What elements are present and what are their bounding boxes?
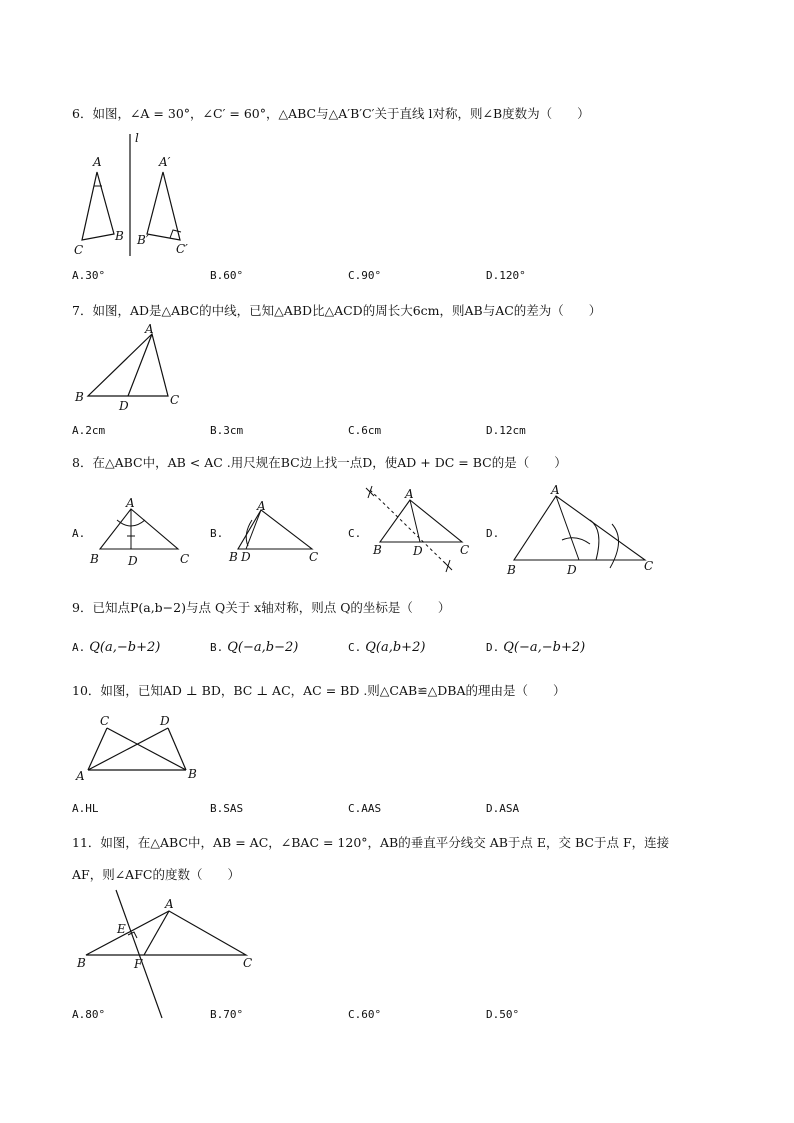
q10-label-A: A bbox=[76, 769, 85, 783]
q6-text: 6．如图，∠A = 30°，∠C′ = 60°，△ABC与△A′B′C′关于直线 l对称，则∠B度数为（ ） bbox=[72, 106, 590, 121]
q8-option-c[interactable]: C. bbox=[348, 527, 362, 540]
q11-option-d[interactable]: D.50° bbox=[486, 1008, 520, 1021]
q7-text: 7．如图，AD是△ABC的中线，已知△ABD比△ACD的周长大6cm，则AB与AC的差为（ ） bbox=[72, 303, 602, 318]
q6-label-B: B bbox=[115, 229, 124, 243]
q9-option-d[interactable]: D. Q(−a,−b+2) bbox=[486, 640, 586, 655]
q8d-label-A: A bbox=[551, 483, 560, 497]
q8-option-d[interactable]: D. bbox=[486, 527, 500, 540]
q7-option-d[interactable]: D.12cm bbox=[486, 424, 526, 437]
q7-label-D: D bbox=[119, 399, 129, 413]
q6-option-d[interactable]: D.120° bbox=[486, 269, 526, 282]
q9-text: 9．已知点P(a,b−2)与点 Q关于 x轴对称，则点 Q的坐标是（ ） bbox=[72, 600, 451, 615]
q10-text: 10．如图，已知AD ⊥ BD，BC ⊥ AC，AC = BD .则△CAB≌△DBA的理由是（ ） bbox=[72, 683, 566, 698]
q11-label-F: F bbox=[134, 957, 143, 971]
q6-label-A: A bbox=[93, 155, 102, 169]
q6-option-c[interactable]: C.90° bbox=[348, 269, 382, 282]
q7-option-b[interactable]: B.3cm bbox=[210, 424, 244, 437]
q8d-label-D: D bbox=[567, 563, 577, 577]
q6-option-a[interactable]: A.30° bbox=[72, 269, 106, 282]
q9-option-a[interactable]: A. Q(a,−b+2) bbox=[72, 640, 161, 655]
q6-label-l: l bbox=[135, 131, 139, 145]
q10-label-D: D bbox=[160, 714, 170, 728]
q8-option-a[interactable]: A. bbox=[72, 527, 86, 540]
q8c-label-A: A bbox=[405, 487, 414, 501]
q10-option-a[interactable]: A.HL bbox=[72, 802, 99, 815]
q11-label-A: A bbox=[165, 897, 174, 911]
q7-label-C: C bbox=[170, 393, 180, 407]
q10-label-C: C bbox=[100, 714, 110, 728]
q6-label-C: C bbox=[74, 243, 84, 257]
q11-option-c[interactable]: C.60° bbox=[348, 1008, 382, 1021]
q9-option-c[interactable]: C. Q(a,b+2) bbox=[348, 640, 426, 655]
q11-text-line1: 11．如图，在△ABC中，AB = AC，∠BAC = 120°，AB的垂直平分线交 AB于点 E，交 BC于点 F，连接 bbox=[72, 835, 670, 850]
q8a-label-C: C bbox=[180, 552, 190, 566]
q7-label-A: A bbox=[145, 322, 154, 336]
q8a-label-B: B bbox=[90, 552, 99, 566]
q7-option-c[interactable]: C.6cm bbox=[348, 424, 382, 437]
q8d-label-B: B bbox=[507, 563, 516, 577]
q8b-label-A: A bbox=[257, 499, 266, 513]
q8c-label-D: D bbox=[413, 544, 423, 558]
q6-label-C2: C′ bbox=[176, 242, 188, 256]
q8c-label-B: B bbox=[373, 543, 382, 557]
q8b-label-C: C bbox=[309, 550, 319, 564]
q10-option-d[interactable]: D.ASA bbox=[486, 802, 520, 815]
q10-option-c[interactable]: C.AAS bbox=[348, 802, 382, 815]
q11-option-a[interactable]: A.80° bbox=[72, 1008, 106, 1021]
q8-option-b[interactable]: B. bbox=[210, 527, 224, 540]
q7-option-a[interactable]: A.2cm bbox=[72, 424, 106, 437]
q6-label-B2: B′ bbox=[137, 233, 149, 247]
q11-label-C: C bbox=[243, 956, 253, 970]
q6-label-A2: A′ bbox=[159, 155, 171, 169]
q9-option-b[interactable]: B. Q(−a,b−2) bbox=[210, 640, 299, 655]
q10-label-B: B bbox=[188, 767, 197, 781]
q11-option-b[interactable]: B.70° bbox=[210, 1008, 244, 1021]
q11-text-line2: AF，则∠AFC的度数（ ） bbox=[72, 867, 240, 882]
q11-label-E: E bbox=[117, 922, 126, 936]
q7-label-B: B bbox=[75, 390, 84, 404]
q6-option-b[interactable]: B.60° bbox=[210, 269, 244, 282]
q8d-label-C: C bbox=[644, 559, 654, 573]
q8-text: 8．在△ABC中，AB < AC .用尺规在BC边上找一点D，使AD + DC = BC的是（ ） bbox=[72, 455, 567, 470]
q10-option-b[interactable]: B.SAS bbox=[210, 802, 244, 815]
q8c-label-C: C bbox=[460, 543, 470, 557]
q11-label-B: B bbox=[77, 956, 86, 970]
q8b-label-B: B bbox=[229, 550, 238, 564]
q8a-label-D: D bbox=[128, 554, 138, 568]
q8b-label-D: D bbox=[241, 550, 251, 564]
q8a-label-A: A bbox=[126, 496, 135, 510]
